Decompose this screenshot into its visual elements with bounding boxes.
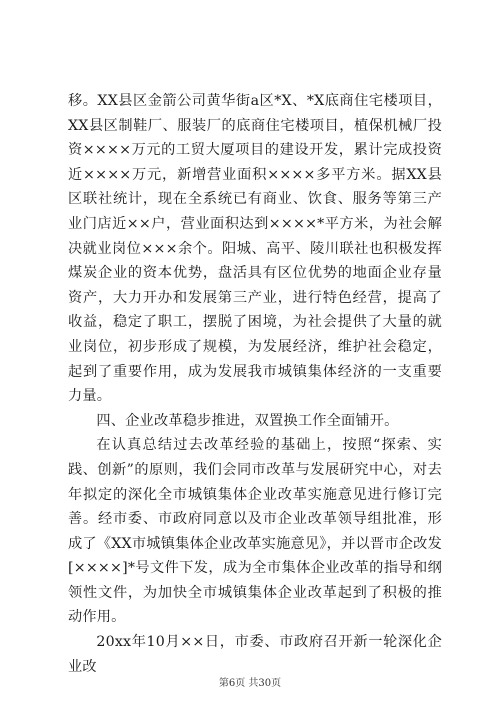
- paragraph-1: 移。XX县区金箭公司黄华街a区*X、*X底商住宅楼项目，XX县区制鞋厂、服装厂的底商住宅楼项目，植保机械厂投资××××万元的工贸大厦项目的建设开发，累计完成投资近××××万元，新增营业面积××××多平方米。据XX县区联社统计，现在全系统已有商业、饮食、服务等第三产业门店近××户，营业面积达到××××*平方米，为社会解决就业岗位×××余个。阳城、高平、陵川联社也积极发挥煤炭企业的资本优势，盘活具有区位优势的地面企业存量资产，大力开办和发展第三产业，进行特色经营，提高了收益，稳定了职工，摆脱了困境，为社会提供了大量的就业岗位，初步形成了规模，为发展经济，维护社会稳定，起到了重要作用，成为发展我市城镇集体经济的一支重要力量。: [68, 93, 442, 405]
- section-heading-4: 四、企业改革稳步推进，双置换工作全面铺开。: [96, 412, 399, 429]
- paragraph-4: 20xx年10月××日，市委、市政府召开新一轮深化企业改: [68, 634, 442, 675]
- page-number-footer: 第6页 共30页: [218, 678, 282, 689]
- paragraph-3: 在认真总结过去改革经验的基础上，按照“探索、实践、创新”的原则，我们会同市改革与发展研究中心，对去年拟定的深化全市城镇集体企业改革实施意见进行修订完善。经市委、市政府同意以及市企业改革领导组批准，形成了《XX市城镇集体企业改革实施意见》，并以晋市企改发[××××]*号文件下发，成为全市集体企业改革的指导和纲领性文件，为加快全市城镇集体企业改革起到了积极的推动作用。: [68, 437, 442, 626]
- document-body: [68, 89, 442, 679]
